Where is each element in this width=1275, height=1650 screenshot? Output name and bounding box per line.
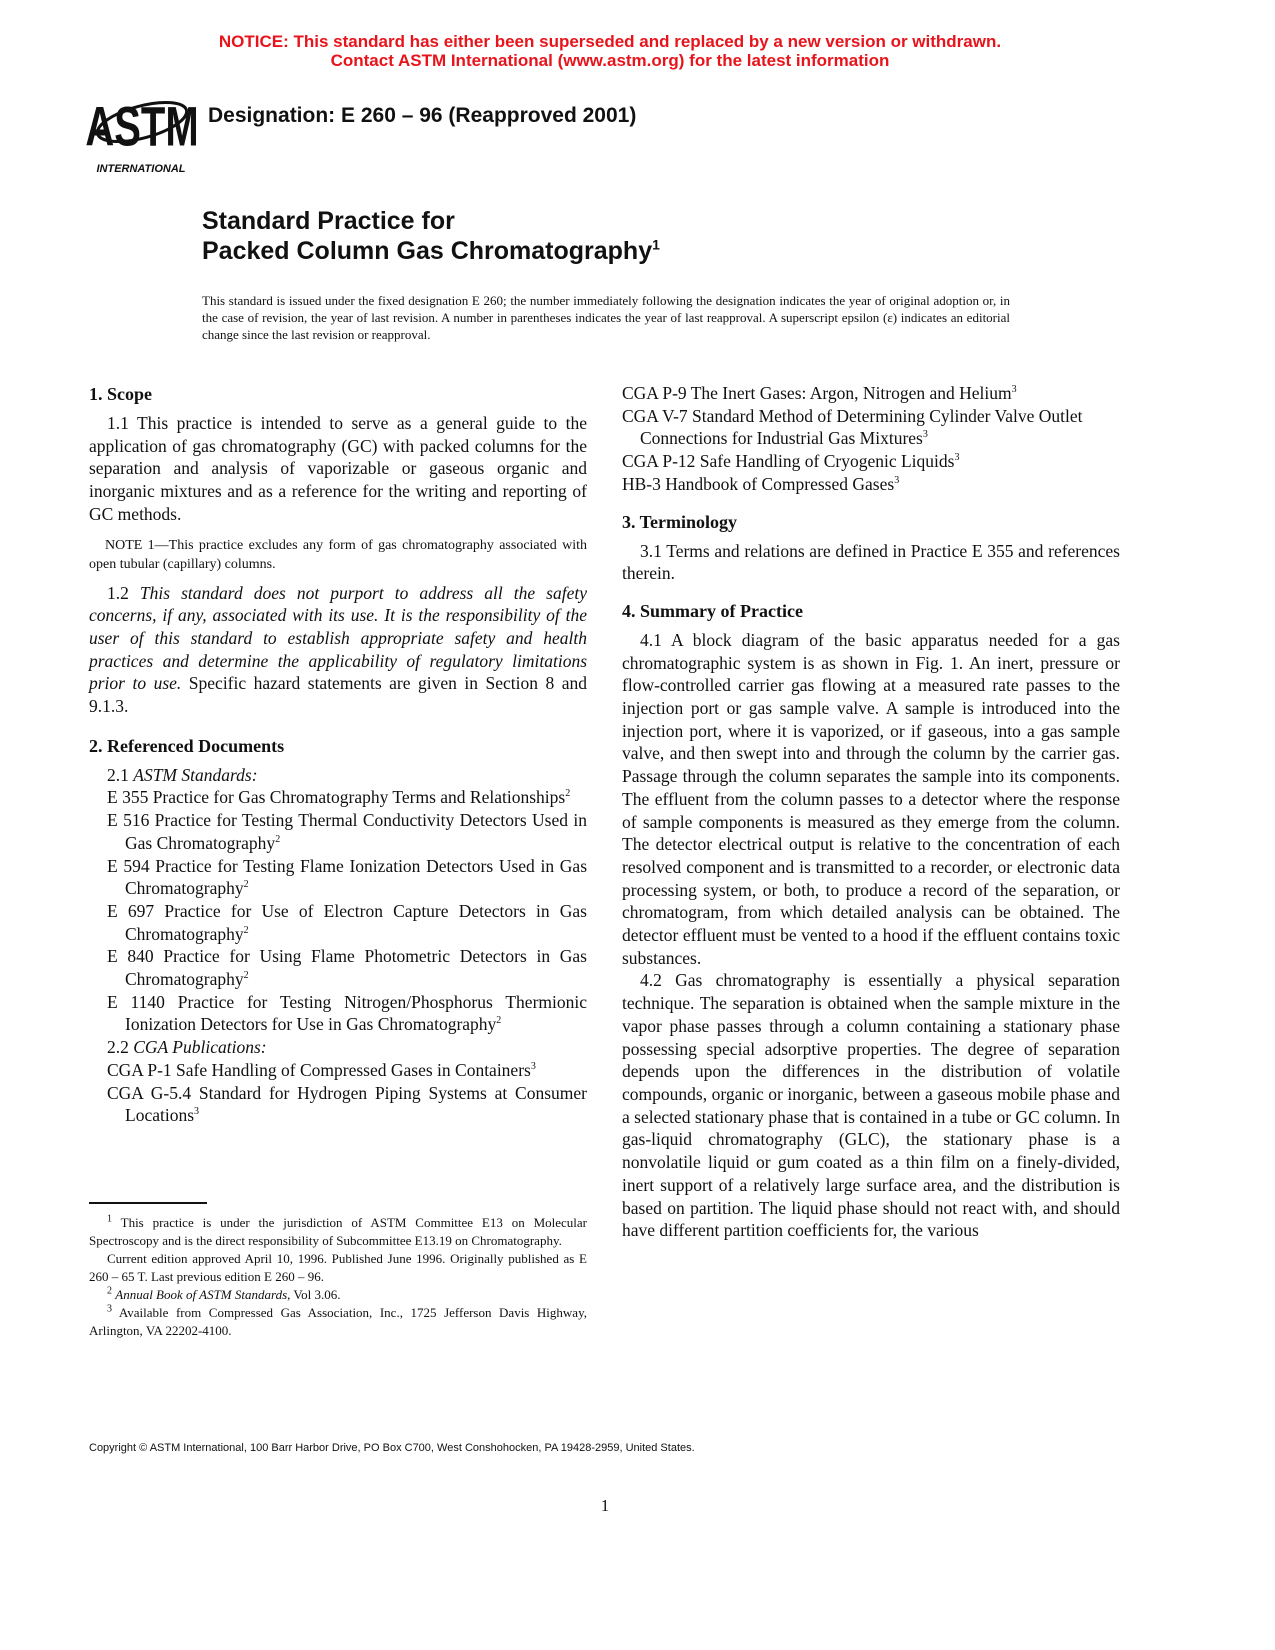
paragraph-1-2 [89,582,587,718]
footnote-divider [89,1202,207,1204]
reference-text: CGA P-1 Safe Handling of Compressed Gases in Containers [107,1059,531,1080]
cga-publications-label: 2.2 CGA Publications: [107,1037,267,1058]
reference-item [89,855,587,900]
designation: Designation: E 260 – 96 (Reapproved 2001) [208,104,637,127]
reference-item [89,809,587,854]
title-footnote-ref: 1 [652,236,660,253]
section-terminology-heading: 3. Terminology [622,511,738,532]
hazard-reference: Specific hazard statements are given in Section 8 and 9.1.3. [89,673,587,717]
reference-item [89,1059,587,1082]
reference-footnote-ref: 2 [565,788,571,800]
astm-standards-label: 2.1 ASTM Standards: [107,764,258,785]
footnote-3: $^3$ Available from Compressed Gas Association, Inc., 1725 Jefferson Davis Highway, Arlington, VA 22202-4100. [89,1303,587,1338]
footnote-2: $^2$ Annual Book of ASTM Standards, Vol 3.06. [107,1285,341,1302]
reference-footnote-ref: 3 [194,1106,200,1118]
document-title [202,206,660,266]
right-column [622,382,1120,1242]
section-scope-heading: 1. Scope [89,384,152,404]
note-1: NOTE 1—This practice excludes any form of gas chromatography associated with open tubular (capillary) columns. [89,537,587,572]
reference-text: E 516 Practice for Testing Thermal Conductivity Detectors Used in Gas Chromatography [107,810,587,853]
reference-item [89,786,587,809]
page-number: 1 [600,1496,610,1515]
reference-item [622,405,1120,450]
notice-line-1: NOTICE: This standard has either been superseded and replaced by a new version or withdrawn. [218,32,1002,51]
notice-line-2: Contact ASTM International (www.astm.org) for the latest information [330,51,890,70]
reference-footnote-ref: 3 [1011,384,1017,396]
reference-footnote-ref: 3 [922,429,928,441]
reference-item [89,991,587,1036]
reference-item [89,945,587,990]
withdrawal-notice [0,32,1220,70]
footnotes [89,1214,587,1340]
reference-footnote-ref: 2 [243,970,249,982]
reference-footnote-ref: 3 [894,474,900,486]
reference-item [622,382,1120,405]
paragraph-number: 1.2 [107,582,140,603]
svg-text:INTERNATIONAL: INTERNATIONAL [96,163,186,175]
issued-note: This standard is issued under the fixed designation E 260; the number immediately following the designation indicates the year of original adoption or, in the case of revision, the year of last revision. A number in parentheses indicates the year of last reapproval. A superscript epsilon (ε) indicates an editorial change since the last revision or reapproval. [202,293,1010,342]
reference-footnote-ref: 3 [530,1061,536,1073]
reference-footnote-ref: 3 [954,452,960,464]
copyright: Copyright © ASTM International, 100 Barr Harbor Drive, PO Box C700, West Conshohocken, PA 19428-2959, United States. [89,1442,695,1454]
title-line-2: Packed Column Gas Chromatography [202,237,653,265]
astm-reference-list [89,786,587,1036]
reference-text: E 1140 Practice for Testing Nitrogen/Phosphorus Thermionic Ionization Detectors for Use in Gas Chromatography [107,991,587,1035]
reference-item [89,900,587,945]
astm-logo-icon [85,84,199,176]
safety-statement: This standard does not purport to address all the safety concerns, if any, associated with its use. It is the responsibility of the user of this standard to establish appropriate safety and health practices and determine the applicability of regulatory limitations prior to use. [89,582,588,694]
section-referenced-heading: 2. Referenced Documents [89,735,285,756]
section-summary-heading: 4. Summary of Practice [622,600,803,621]
reference-item [622,450,1120,473]
reference-text: E 594 Practice for Testing Flame Ionization Detectors Used in Gas Chromatography [107,855,587,899]
reference-text: E 355 Practice for Gas Chromatography Terms and Relationships [107,787,566,808]
svg-text:ASTM: ASTM [85,96,199,159]
reference-footnote-ref: 2 [243,924,249,936]
title-line-1: Standard Practice for [202,207,455,235]
paragraph-4-1: 4.1 A block diagram of the basic apparatus needed for a gas chromatographic system is as shown in Fig. 1. An inert, pressure or flow-controlled carrier gas flowing at a measured rate passes to the injection port or gas sample valve. A sample is introduced into the injection port, where it is vaporized, or if gaseous, into a gas sample valve, and then swept into and through the column by the carrier gas. Passage through the column separates the sample into its components. The effluent from the column passes to a detector where the response of sample components is measured as they emerge from the column. The detector electrical output is relative to the concentration of each resolved component and is transmitted to a recorder, or electronic data processing system, or both, to produce a record of the separation, or chromatogram, from which detailed analysis can be obtained. The detector effluent must be vented to a hood if the effluent contains toxic substances. [622,629,1120,968]
reference-item [622,473,1120,496]
left-column [89,382,587,1127]
reference-footnote-ref: 2 [496,1015,502,1027]
reference-text: CGA G-5.4 Standard for Hydrogen Piping Systems at Consumer Locations [107,1082,587,1126]
reference-text: CGA P-9 The Inert Gases: Argon, Nitrogen and Helium [622,383,1012,403]
footnote-1-edition: Current edition approved April 10, 1996. Published June 1996. Originally published as E 260 – 65 T. Last previous edition E 260 – 96. [89,1251,587,1284]
reference-text: CGA P-12 Safe Handling of Cryogenic Liquids [622,451,955,472]
reference-footnote-ref: 2 [243,879,249,891]
paragraph-1-1: 1.1 This practice is intended to serve as a general guide to the application of gas chromatography (GC) with packed columns for the separation and analysis of vaporizable or gaseous organic and inorganic mixtures and as a reference for the writing and reporting of GC methods. [89,413,587,524]
cga-reference-list-continued [622,382,1120,496]
reference-text: E 697 Practice for Use of Electron Capture Detectors in Gas Chromatography [107,900,587,944]
paragraph-4-2: 4.2 Gas chromatography is essentially a physical separation technique. The separation is obtained when the sample mixture in the vapor phase passes through a column containing a stationary phase possessing special adsorptive properties. The degree of separation depends upon the differences in the distribution of volatile compounds, organic or inorganic, between a gaseous mobile phase and a selected stationary phase that is contained in a tube or GC column. In gas-liquid chromatography (GLC), the stationary phase is a nonvolatile liquid or gum coated as a thin film on a finely-divided, inert support of a relatively large surface area, and the distribution is based on partition. The liquid phase should not react with, and should have different partition coefficients for, the various [622,970,1120,1241]
reference-item [89,1082,587,1127]
reference-text: HB-3 Handbook of Compressed Gases [622,473,895,494]
cga-reference-list [89,1059,587,1127]
reference-text: CGA V-7 Standard Method of Determining Cylinder Valve Outlet Connections for Industrial Gas Mixtures [622,405,1083,449]
reference-text: E 840 Practice for Using Flame Photometric Detectors in Gas Chromatography [107,946,587,990]
paragraph-3-1: 3.1 Terms and relations are defined in Practice E 355 and references therein. [622,540,1120,584]
footnote-1: $^1$ This practice is under the jurisdiction of ASTM Committee E13 on Molecular Spectroscopy and is the direct responsibility of Subcommittee E13.19 on Chromatography. [89,1213,587,1248]
reference-footnote-ref: 2 [275,834,281,846]
